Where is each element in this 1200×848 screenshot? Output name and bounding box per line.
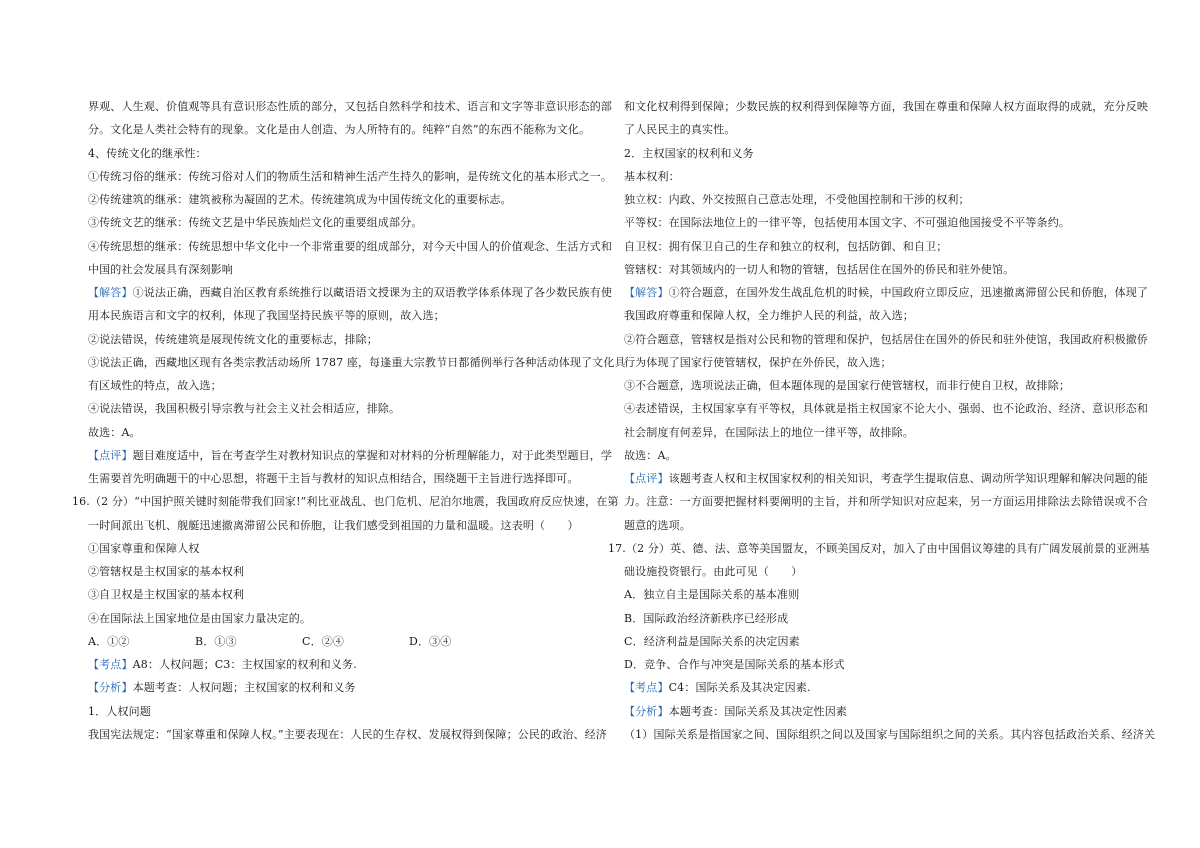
- line-text: ①国家尊重和保障人权: [88, 541, 200, 555]
- question-number: 16.: [72, 495, 90, 509]
- text-line: [88, 583, 588, 606]
- line-text: 自卫权：拥有保卫自己的生存和独立的权利，包括防御、和自卫；: [624, 239, 948, 253]
- text-line: [624, 235, 1132, 258]
- text-line: [88, 607, 588, 630]
- text-line: [88, 304, 588, 327]
- line-text: 我国宪法规定：“国家尊重和保障人权。”主要表现在：人民的生存权、发展权得到保障；公民的政治、经济: [88, 727, 607, 741]
- line-text: 该题考查人权和主权国家权利的相关知识，考查学生提取信息、调动所学知识理解和解决问题的能: [668, 472, 1149, 485]
- text-line: [624, 630, 1132, 653]
- line-text: C4：国际关系及其决定因素.: [668, 681, 811, 695]
- line-text: A8：人权问题；C3：主权国家的权利和义务.: [132, 658, 357, 671]
- line-text: 用本民族语言和文字的权利，体现了我国坚持民族平等的原则，故入选；: [88, 309, 445, 323]
- line-text: 故选：A。: [88, 425, 141, 439]
- text-line: [72, 490, 619, 513]
- line-text: ②说法错误，传统建筑是展现传统文化的重要标志，排除；: [88, 332, 378, 346]
- line-text: 平等权：在国际法地位上的一律平等，包括使用本国文字、不可强迫他国接受不平等条约。: [624, 216, 1070, 230]
- text-line: [88, 514, 588, 537]
- line-text: 基本权利：: [624, 169, 680, 183]
- line-text: ③自卫权是主权国家的基本权利: [88, 588, 245, 602]
- section-tag: 【考点】: [624, 681, 669, 695]
- text-line: [88, 537, 588, 560]
- text-line: [88, 235, 613, 258]
- text-line: [624, 304, 1132, 327]
- line-text: （2 分）英、德、法、意等美国盟友，不顾美国反对，加入了由中国倡议筹建的具有广阔发展前景的亚洲基: [625, 541, 1150, 555]
- line-text: ①符合题意，在国外发生战乱危机的时候，中国政府立即反应，迅速撤离滞留公民和侨胞，体现了: [668, 286, 1149, 299]
- text-line: [88, 95, 613, 118]
- line-text: ②传统建筑的继承：建筑被称为凝固的艺术。传统建筑成为中国传统文化的重要标志。: [88, 193, 512, 206]
- line-text: ④在国际法上国家地位是由国家力量决定的。: [88, 611, 311, 625]
- text-line: [624, 676, 1132, 699]
- line-text: ④说法错误，我国积极引导宗教与社会主义社会相适应，排除。: [88, 402, 401, 416]
- text-line: [624, 95, 1149, 118]
- answer-option: D．③④: [409, 634, 452, 648]
- text-line: [624, 165, 1132, 188]
- line-text: ③传统文艺的继承：传统文艺是中华民族灿烂文化的重要组成部分。: [88, 216, 423, 230]
- line-text: ①说法正确，西藏自治区教育系统推行以藏语语文授课为主的双语教学体系体现了各少数民族有使: [132, 286, 613, 299]
- line-text: ④表述错误，主权国家享有平等权，具体就是指主权国家不论大小、强弱、也不论政治、经济、意识形态和: [624, 402, 1149, 416]
- section-tag: 【分析】: [624, 704, 669, 718]
- text-line: [624, 653, 1132, 676]
- question-number: 17.: [608, 541, 626, 555]
- text-line: [624, 351, 1132, 374]
- text-line: [624, 467, 1149, 490]
- line-text: C．经济利益是国际关系的决定因素: [624, 634, 800, 648]
- text-line: [88, 676, 588, 699]
- line-text: 社会制度有何差异，在国际法上的地位一律平等，故排除。: [624, 425, 914, 439]
- line-text: 本题考查：国际关系及其决定性因素: [668, 704, 848, 718]
- text-line: [624, 421, 1132, 444]
- text-line: [88, 444, 613, 467]
- text-line: [88, 723, 607, 746]
- line-text: 生需要首先明确题干的中心思想，将题干主旨与教材的知识点相结合，围绕题干主旨进行选择即可。: [88, 472, 579, 485]
- line-text: 行为体现了国家行使管辖权，保护在外侨民，故入选；: [624, 355, 892, 369]
- text-line: [624, 723, 1156, 746]
- text-line: [624, 258, 1132, 281]
- text-line: [624, 374, 1132, 397]
- line-text: ③不合题意，选项说法正确，但本题体现的是国家行使管辖权，而非行使自卫权，故排除；: [624, 379, 1070, 392]
- text-line: [88, 142, 588, 165]
- line-text: 和文化权利得到保障；少数民族的权利得到保障等方面，我国在尊重和保障人权方面取得的成就，充分反映: [624, 100, 1149, 113]
- line-text: 管辖权：对其领域内的一切人和物的管辖，包括居住在国外的侨民和驻外使馆。: [624, 262, 1015, 276]
- answer-option: C．②④: [302, 634, 345, 648]
- text-line: [624, 281, 1149, 304]
- text-line: [88, 328, 588, 351]
- text-line: [88, 630, 588, 653]
- line-text: A．独立自主是国际关系的基本准则: [624, 588, 800, 602]
- line-text: ③说法正确，西藏地区现有各类宗教活动场所 1787 座，每逢重大宗教节日都循例举行各种活动体现了文化具: [88, 355, 626, 369]
- line-text: ②符合题意，管辖权是指对公民和物的管理和保护，包括居住在国外的侨民和驻外使馆，我国政府积极撤侨: [624, 332, 1149, 346]
- answer-option: A．①②: [88, 634, 130, 648]
- text-line: [88, 118, 591, 141]
- line-text: 我国政府尊重和保障人权，全力维护人民的利益，故入选；: [624, 309, 914, 323]
- line-text: 有区域性的特点，故入选；: [88, 379, 222, 392]
- line-text: ②管辖权是主权国家的基本权利: [88, 565, 245, 578]
- line-text: 中国的社会发展具有深刻影响: [88, 262, 233, 276]
- text-line: [88, 281, 613, 304]
- text-line: [88, 374, 588, 397]
- line-text: 题意的选项。: [624, 518, 691, 532]
- text-line: [624, 700, 1132, 723]
- section-tag: 【点评】: [88, 448, 133, 462]
- text-line: [624, 211, 1132, 234]
- text-line: [624, 118, 1132, 141]
- text-line: [624, 583, 1132, 606]
- text-line: [88, 188, 588, 211]
- right-column: [608, 95, 1156, 746]
- text-line: [88, 560, 588, 583]
- text-line: [88, 467, 588, 490]
- text-line: [88, 351, 626, 374]
- text-line: [88, 258, 588, 281]
- line-text: D．竞争、合作与冲突是国际关系的基本形式: [624, 658, 845, 671]
- text-line: [88, 211, 588, 234]
- line-text: （1）国际关系是指国家之间、国际组织之间以及国家与国际组织之间的关系。其内容包括政治关系、经济关: [624, 727, 1156, 741]
- line-text: 2．主权国家的权利和义务: [624, 146, 754, 160]
- text-line: [88, 653, 588, 676]
- section-tag: 【解答】: [624, 286, 669, 299]
- text-line: [88, 700, 588, 723]
- line-text: （2 分）“中国护照关键时刻能带我们回家!”利比亚战乱、也门危机、尼泊尔地震，我国政府反应快速，在第: [89, 495, 619, 509]
- line-text: 分。文化是人类社会特有的现象。文化是由人创造、为人所特有的。纯粹“自然”的东西不能称为文化。: [88, 123, 591, 137]
- line-text: 一时间派出飞机、舰艇迅速撤离滞留公民和侨胞，让我们感受到祖国的力量和温暖。这表明（ ）: [88, 518, 579, 532]
- line-text: B．国际政治经济新秩序已经形成: [624, 611, 789, 625]
- text-line: [624, 514, 1132, 537]
- line-text: 4、传统文化的继承性：: [88, 146, 207, 160]
- line-text: 力。注意：一方面要把握材料要阐明的主旨，并和所学知识对应起来，另一方面运用排除法去除错误或不合: [624, 495, 1149, 509]
- answer-option: B．①③: [195, 634, 237, 648]
- line-text: 本题考查：人权问题；主权国家的权利和义务: [132, 681, 356, 695]
- text-line: [624, 560, 1132, 583]
- text-line: [624, 142, 1132, 165]
- left-column: [72, 95, 626, 746]
- text-line: [624, 188, 1132, 211]
- line-text: 础设施投资银行。由此可见（ ）: [624, 565, 803, 578]
- line-text: ④传统思想的继承：传统思想中华文化中一个非常重要的组成部分，对今天中国人的价值观念、生活方式和: [88, 239, 613, 253]
- line-text: 故选：A。: [624, 448, 677, 462]
- line-text: 1．人权问题: [88, 704, 151, 718]
- text-line: [88, 397, 588, 420]
- text-line: [88, 421, 588, 444]
- text-line: [624, 490, 1149, 513]
- section-tag: 【分析】: [88, 681, 133, 695]
- line-text: ①传统习俗的继承：传统习俗对人们的物质生活和精神生活产生持久的影响，是传统文化的基本形式之一。: [88, 169, 613, 183]
- line-text: 界观、人生观、价值观等具有意识形态性质的部分，又包括自然科学和技术、语言和文字等非意识形态的部: [88, 100, 613, 113]
- section-tag: 【考点】: [88, 658, 133, 671]
- line-text: 独立权：内政、外交按照自己意志处理，不受他国控制和干涉的权利；: [624, 193, 970, 206]
- text-line: [608, 537, 1150, 560]
- line-text: 题目难度适中，旨在考查学生对教材知识点的掌握和对材料的分析理解能力，对于此类型题目，学: [132, 448, 613, 462]
- text-line: [624, 397, 1149, 420]
- line-text: 了人民民主的真实性。: [624, 123, 736, 137]
- text-line: [624, 444, 1132, 467]
- section-tag: 【解答】: [88, 286, 133, 299]
- text-line: [88, 165, 613, 188]
- text-line: [624, 607, 1132, 630]
- text-line: [624, 328, 1149, 351]
- section-tag: 【点评】: [624, 472, 669, 485]
